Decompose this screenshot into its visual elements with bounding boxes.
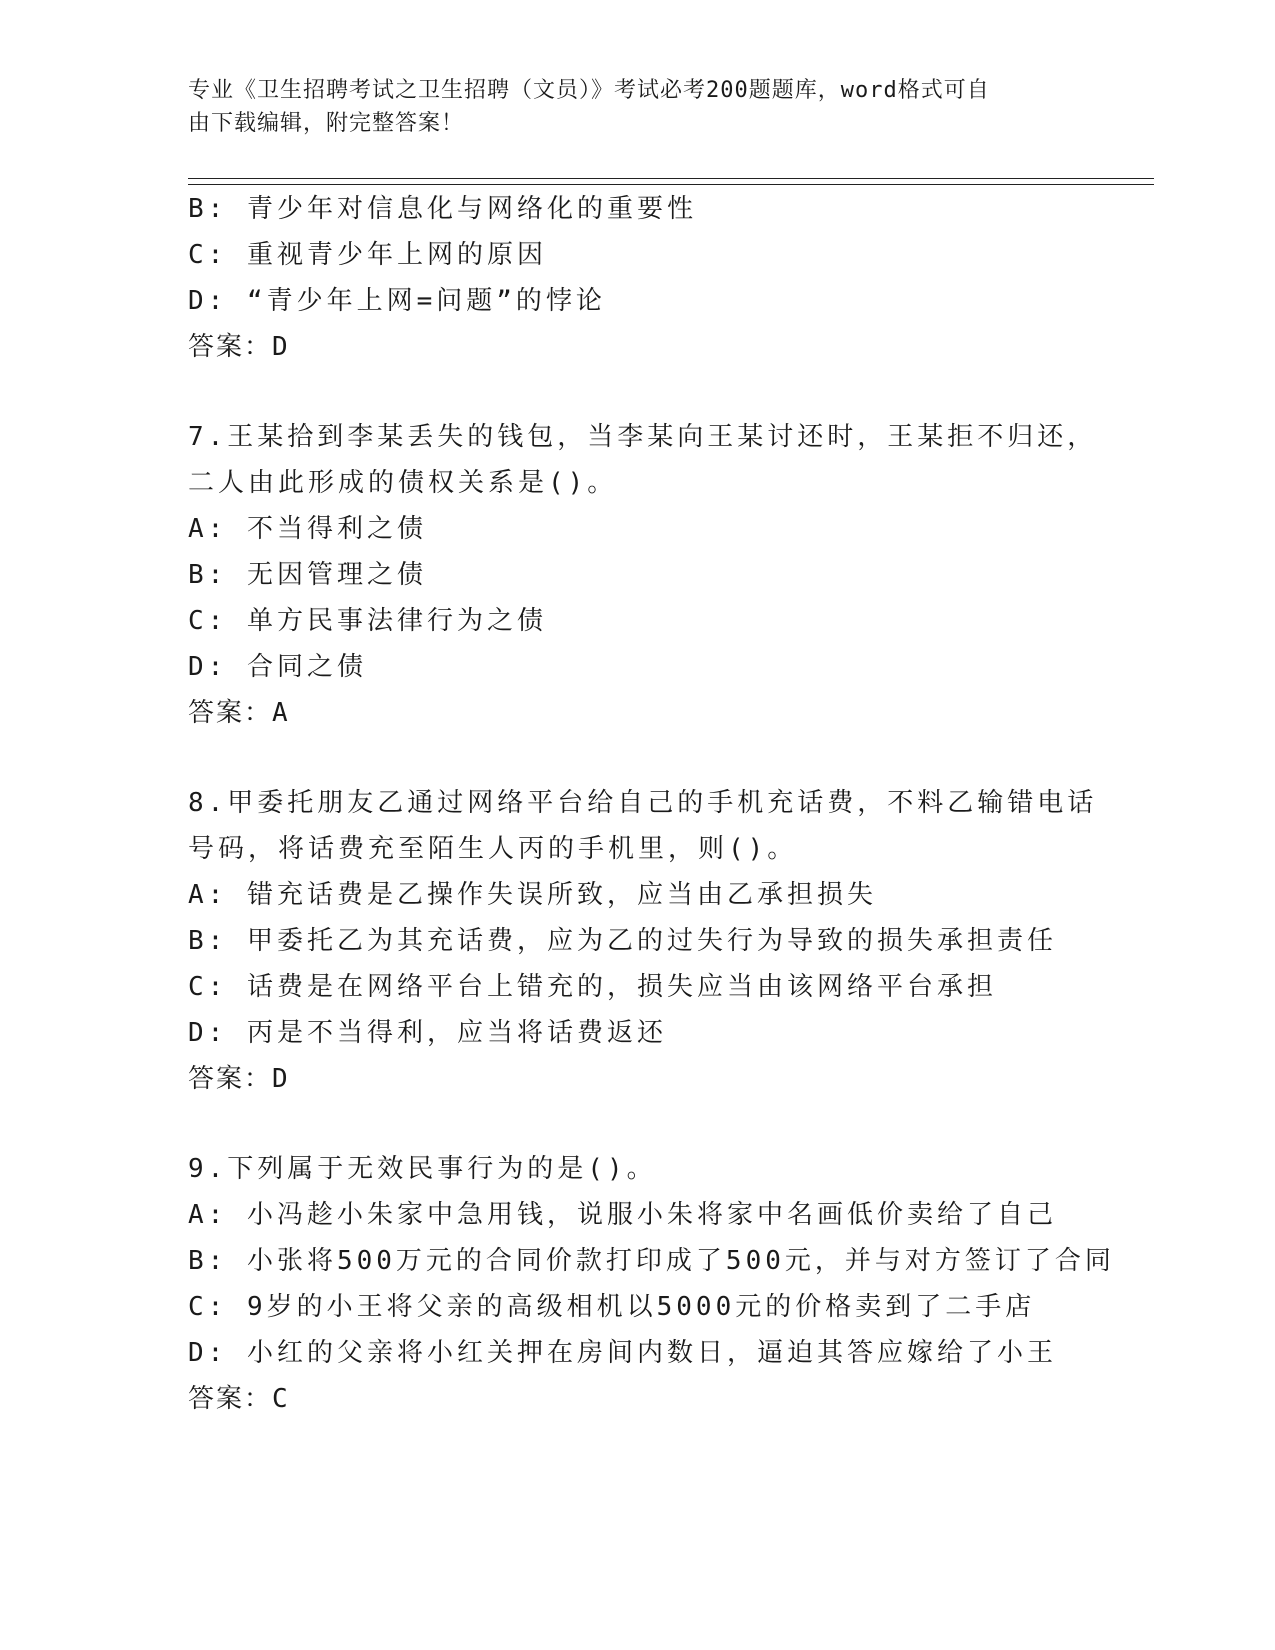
document-header: [188, 74, 1068, 140]
answer-line: [188, 324, 1148, 370]
option-b: B: 甲委托乙为其充话费，应为乙的过失行为导致的损失承担责任: [188, 926, 1057, 956]
option-a: A: 不当得利之债: [188, 514, 427, 544]
option-a: A: 小冯趁小朱家中急用钱，说服小朱将家中名画低价卖给了自己: [188, 1200, 1057, 1230]
option-a: A: 错充话费是乙操作失误所致，应当由乙承担损失: [188, 880, 877, 910]
option-c: C: 重视青少年上网的原因: [188, 240, 547, 270]
answer-label: 答案：: [188, 698, 273, 728]
answer-value: A: [272, 698, 290, 728]
question-8: [188, 780, 1148, 1102]
question-stem: 9.下列属于无效民事行为的是()。: [188, 1154, 657, 1184]
option-d: D: 小红的父亲将小红关押在房间内数日，逼迫其答应嫁给了小王: [188, 1338, 1057, 1368]
answer-value: C: [272, 1384, 290, 1414]
answer-label: 答案：: [188, 332, 273, 362]
question-stem: 7.王某拾到李某丢失的钱包，当李某向王某讨还时，王某拒不归还，: [188, 422, 1098, 452]
answer-label: 答案：: [188, 1384, 273, 1414]
prev-question: [188, 186, 1148, 370]
answer-value: D: [272, 332, 290, 362]
option-c: C: 话费是在网络平台上错充的，损失应当由该网络平台承担: [188, 972, 997, 1002]
answer-value: D: [272, 1064, 290, 1094]
question-stem: 8.甲委托朋友乙通过网络平台给自己的手机充话费，不料乙输错电话: [188, 788, 1098, 818]
option-d: D: 丙是不当得利，应当将话费返还: [188, 1018, 667, 1048]
answer-line: [188, 1376, 1148, 1422]
header-rule-top: [188, 178, 1154, 179]
option-c: C: 单方民事法律行为之债: [188, 606, 547, 636]
question-stem: 号码，将话费充至陌生人丙的手机里，则()。: [188, 834, 798, 864]
header-line-1: 专业《卫生招聘考试之卫生招聘（文员）》考试必考200题题库，word格式可自: [188, 78, 990, 103]
question-7: [188, 414, 1148, 736]
option-b: B: 青少年对信息化与网络化的重要性: [188, 194, 697, 224]
question-stem: 二人由此形成的债权关系是()。: [188, 468, 618, 498]
option-d: D: “青少年上网=问题”的悖论: [188, 286, 606, 316]
answer-label: 答案：: [188, 1064, 273, 1094]
question-9: [188, 1146, 1148, 1422]
answer-line: [188, 1056, 1148, 1102]
option-d: D: 合同之债: [188, 652, 367, 682]
option-b: B: 小张将500万元的合同价款打印成了500元，并与对方签订了合同: [188, 1246, 1115, 1276]
header-line-2: 由下载编辑，附完整答案！: [188, 111, 465, 136]
option-c: C: 9岁的小王将父亲的高级相机以5000元的价格卖到了二手店: [188, 1292, 1036, 1322]
option-b: B: 无因管理之债: [188, 560, 427, 590]
header-rule-bottom: [188, 184, 1154, 185]
question-content: [188, 186, 1148, 1422]
answer-line: [188, 690, 1148, 736]
